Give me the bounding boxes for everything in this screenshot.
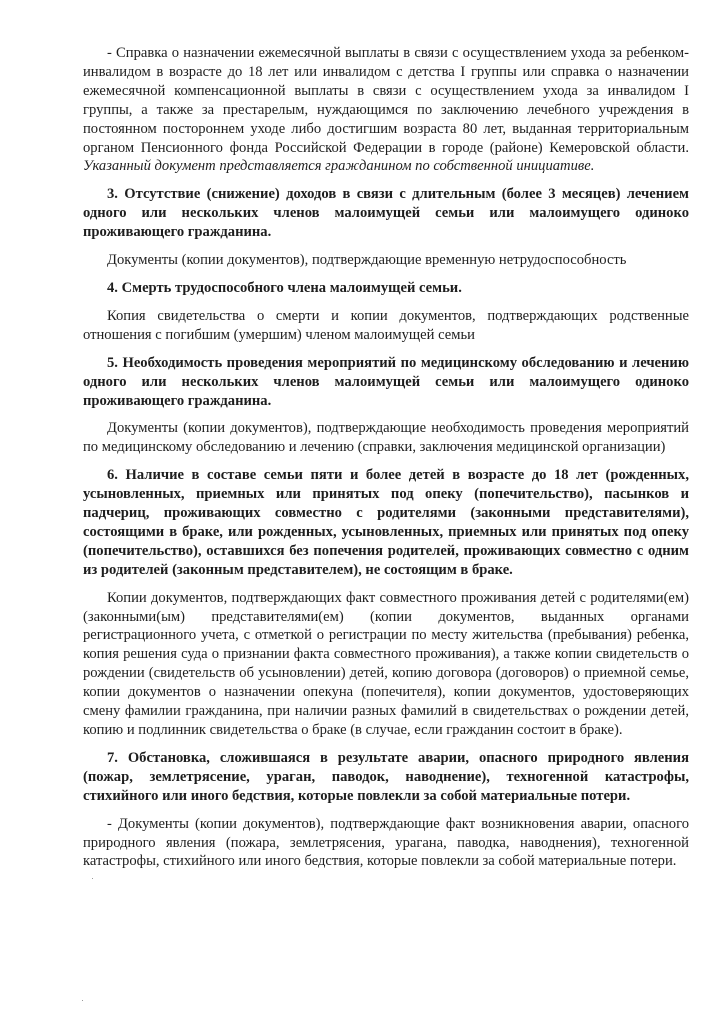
paragraph-italic-note: Указанный документ представляется гражданином по собственной инициативе.: [83, 158, 595, 175]
paragraph-pension-certificate: [83, 44, 689, 176]
paragraph-item-7-documents: - Документы (копии документов), подтверждающие факт возникновения аварии, опасного природного явления (пожара, землетрясения, урагана, паводка, наводнения), техногенной катастрофы, стихийного или иного бедствия, которые повлекли за собой материальные потери.: [83, 815, 689, 870]
paragraph-item-4-documents: Копия свидетельства о смерти и копии документов, подтверждающих родственные отношения с погибшим (умершим) членом малоимущей семьи: [83, 307, 689, 343]
heading-item-6: 6. Наличие в составе семьи пяти и более детей в возрасте до 18 лет (рожденных, усыновленных, приемных или принятых под опеку (попечительство), пасынков и падчериц, проживающих совместно с родителями (законными представителями), состоящими в браке, или рожденных, усыновленных, приемных или принятых под опеку (попечительство), оставшихся без попечения родителей, проживающих совместно с одним из родителей (законным представителем), не состоящим в браке.: [83, 467, 689, 578]
paragraph-item-3-documents: Документы (копии документов), подтверждающие временную нетрудоспособность: [107, 252, 627, 269]
document-page: [83, 44, 689, 871]
paragraph-item-6-documents: Копии документов, подтверждающих факт совместного проживания детей с родителями(ем) (законными(ым) представителями(ем) (копии документов, выданных органами регистрационного учета, с отметкой о регистрации по месту жительства (пребывания) ребенка, копия решения суда о признании факта совместного проживания), а также копии свидетельств о рождении (свидетельств об усыновлении) детей, копию договора (договоров) о приемной семье, копии документов о назначении опекуна (попечителя), копии документов, удостоверяющих смену фамилии гражданина, при наличии разных фамилий в свидетельствах о рождении детей, копию и подлинник свидетельства о браке (в случае, если гражданин состоит в браке).: [83, 589, 689, 738]
scan-speck: [82, 1000, 83, 1001]
heading-item-3: 3. Отсутствие (снижение) доходов в связи с длительным (более 3 месяцев) лечением одного или нескольких членов малоимущей семьи или малоимущего одиноко проживающего гражданина.: [83, 186, 689, 241]
paragraph-text: - Справка о назначении ежемесячной выплаты в связи с осуществлением ухода за ребенком-инвалидом в возрасте до 18 лет или инвалидом с детства I группы или справка о назначении ежемесячной компенсационной выплаты в связи с осуществлением ухода за инвалидом I группы, а также за престарелым, нуждающимся по заключению лечебного учреждения в постоянном постороннем уходе либо достигшим возраста 80 лет, выданная территориальным органом Пенсионного фонда Российской Федерации в городе (районе) Кемеровской области.: [83, 45, 689, 156]
heading-item-5: 5. Необходимость проведения мероприятий по медицинскому обследованию и лечению одного или нескольких членов малоимущей семьи или малоимущего одиноко проживающего гражданина.: [83, 354, 689, 409]
heading-item-4: 4. Смерть трудоспособного члена малоимущей семьи.: [107, 279, 462, 296]
scan-speck: [92, 878, 93, 879]
paragraph-item-5-documents: Документы (копии документов), подтверждающие необходимость проведения мероприятий по медицинскому обследованию и лечению (справки, заключения медицинской организации): [83, 420, 689, 456]
heading-item-7: 7. Обстановка, сложившаяся в результате аварии, опасного природного явления (пожар, землетрясение, ураган, паводок, наводнение), техногенной катастрофы, стихийного или иного бедствия, которые повлекли за собой материальные потери.: [83, 749, 689, 804]
